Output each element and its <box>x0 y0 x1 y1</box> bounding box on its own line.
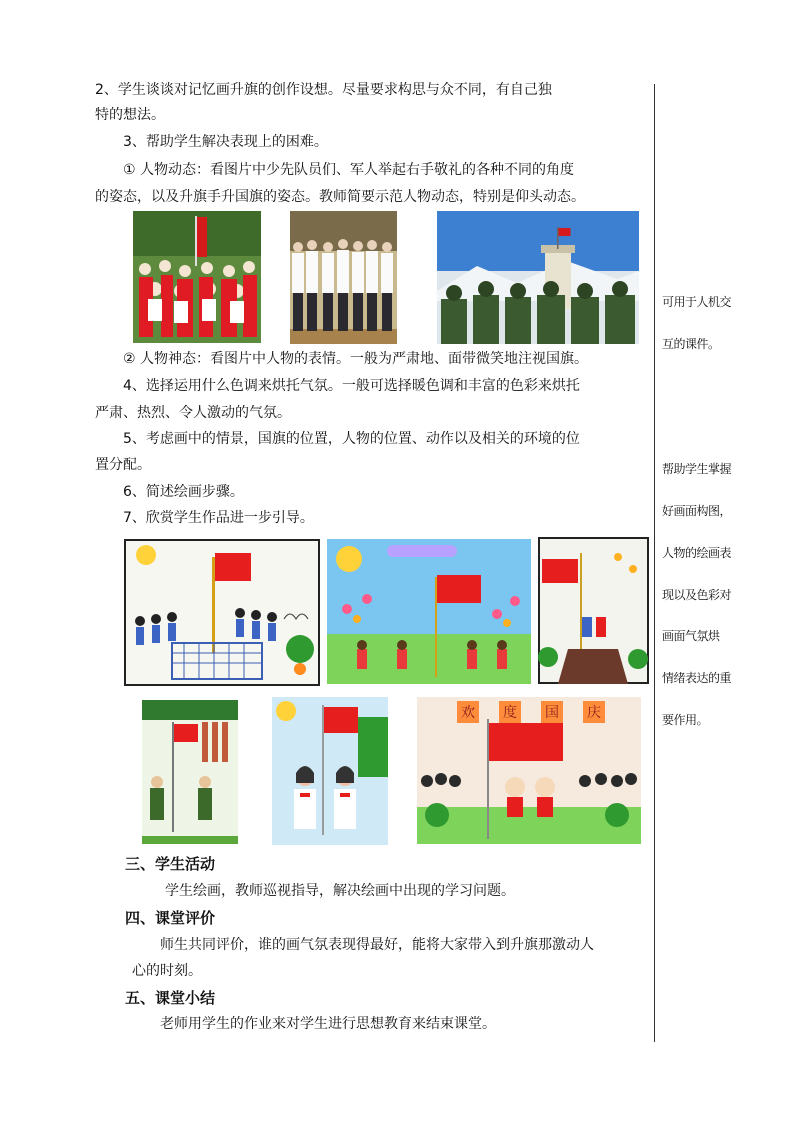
drawing-6 <box>417 697 641 844</box>
section4-body-line2: 心的时刻。 <box>132 963 202 979</box>
section4-body-line1: 师生共同评价，谁的画气氛表现得最好，能将大家带入到升旗那激动人 <box>160 937 594 953</box>
drawing-1 <box>124 539 320 686</box>
item6: 6、简述绘画步骤。 <box>123 484 244 500</box>
drawing6-banner-char-1: 欢 <box>461 705 475 721</box>
side-note1-line2: 互的课件。 <box>662 337 720 351</box>
item4-line2: 严肃、热烈、令人激动的气氛。 <box>95 405 291 421</box>
drawing6-banner-char-3: 国 <box>545 705 559 721</box>
drawing6-banner-char-4: 庆 <box>587 705 601 721</box>
item5-line1: 5、考虑画中的情景，国旗的位置，人物的位置、动作以及相关的环境的位 <box>123 431 580 447</box>
section3-heading: 三、学生活动 <box>125 855 216 873</box>
side-note2-line2: 好画面构图， <box>662 504 732 518</box>
side-note2-line1: 帮助学生掌握 <box>662 462 732 476</box>
point2: ② 人物神态：看图片中人物的表情。一般为严肃地、面带微笑地注视国旗。 <box>123 351 588 367</box>
side-note2-line6: 情绪表达的重 <box>662 671 732 685</box>
soldiers-saluting-photo <box>437 211 639 344</box>
item7: 7、欣赏学生作品进一步引导。 <box>123 510 314 526</box>
point1-line2: 的姿态，以及升旗手升国旗的姿态。教师简要示范人物动态，特别是仰头动态。 <box>95 189 585 205</box>
side-note2-line4: 现以及色彩对 <box>662 588 732 602</box>
children-saluting-photo <box>133 211 261 343</box>
drawing6-banner-char-2: 度 <box>503 705 517 721</box>
table-divider-line <box>654 84 655 1042</box>
item3: 3、帮助学生解决表现上的困难。 <box>123 134 328 150</box>
drawing-5 <box>272 697 388 845</box>
item2-line2: 特的想法。 <box>95 107 165 123</box>
section5-heading: 五、课堂小结 <box>125 989 216 1007</box>
item2-line1: 2、学生谈谈对记忆画升旗的创作设想。尽量要求构思与众不同，有自己独 <box>95 82 552 98</box>
officials-photo <box>290 211 397 344</box>
section5-body: 老师用学生的作业来对学生进行思想教育来结束课堂。 <box>160 1016 496 1032</box>
item5-line2: 置分配。 <box>95 457 151 473</box>
side-note2-line7: 要作用。 <box>662 713 709 727</box>
point1-line1: ① 人物动态：看图片中少先队员们、军人举起右手敬礼的各种不同的角度 <box>123 162 574 178</box>
section3-body: 学生绘画，教师巡视指导，解决绘画中出现的学习问题。 <box>165 883 515 899</box>
side-note2-line3: 人物的绘画表 <box>662 546 732 560</box>
side-note2-line5: 画面气氛烘 <box>662 629 720 643</box>
section4-heading: 四、课堂评价 <box>125 909 216 927</box>
drawing-3 <box>538 537 649 684</box>
drawing-2 <box>327 539 531 684</box>
item4-line1: 4、选择运用什么色调来烘托气氛。一般可选择暖色调和丰富的色彩来烘托 <box>123 378 580 394</box>
drawing-4 <box>142 700 238 844</box>
side-note1-line1: 可用于人机交 <box>662 295 732 309</box>
